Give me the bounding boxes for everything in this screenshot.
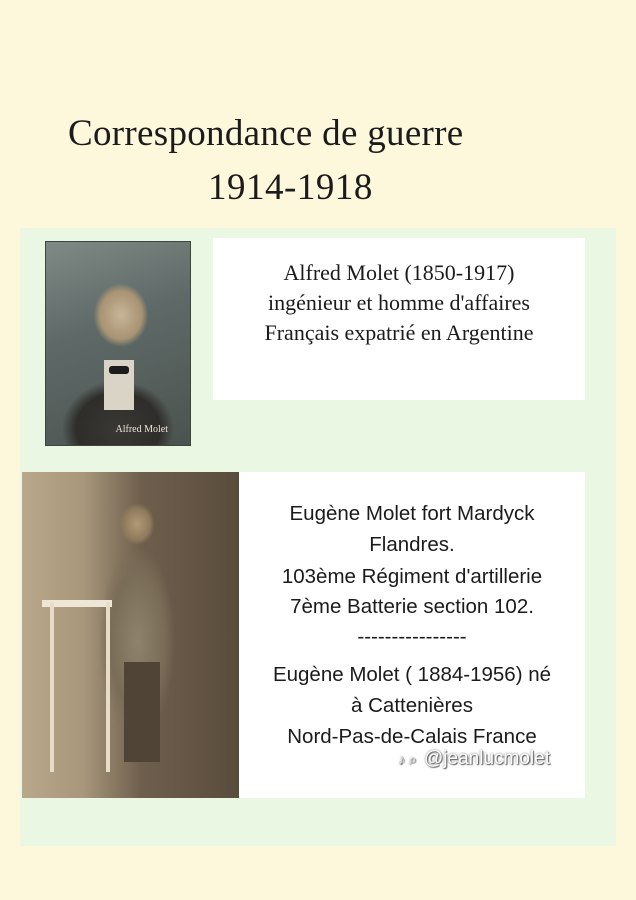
bio-line: ingénieur et homme d'affaires: [268, 290, 530, 315]
page-subtitle-years: 1914-1918: [208, 167, 373, 208]
bio-line: Français expatrié en Argentine: [264, 320, 534, 345]
photo-figure-legs-shape: [124, 662, 160, 762]
bio-line: Eugène Molet fort Mardyck: [289, 502, 535, 525]
bio-line: Eugène Molet ( 1884-1956) né: [272, 663, 552, 686]
watermark: [398, 748, 550, 770]
portrait-photo-eugene: [22, 472, 239, 798]
bio-line: 103ème Régiment d'artillerie: [281, 565, 543, 588]
bio-line: Nord-Pas-de-Calais France: [287, 725, 537, 748]
photo-bowtie-shape: [109, 366, 129, 374]
bio-divider-line: ----------------: [357, 625, 467, 648]
bio-line: à Cattenières: [351, 694, 473, 717]
portrait-photo-alfred: [45, 241, 191, 446]
page-title: Correspondance de guerre: [68, 113, 464, 154]
bio-line: 7ème Batterie section 102.: [290, 595, 534, 618]
photo-pedestal-shape: [50, 602, 110, 772]
bio-line: Flandres.: [369, 533, 455, 556]
watermark-handle: @jeanlucmolet: [424, 748, 550, 769]
photo-caption: Alfred Molet: [115, 424, 168, 435]
bio-box-alfred: [213, 238, 585, 400]
tiktok-icon: ♪ ⌕: [398, 751, 417, 767]
bio-line: Alfred Molet (1850-1917): [283, 260, 515, 285]
